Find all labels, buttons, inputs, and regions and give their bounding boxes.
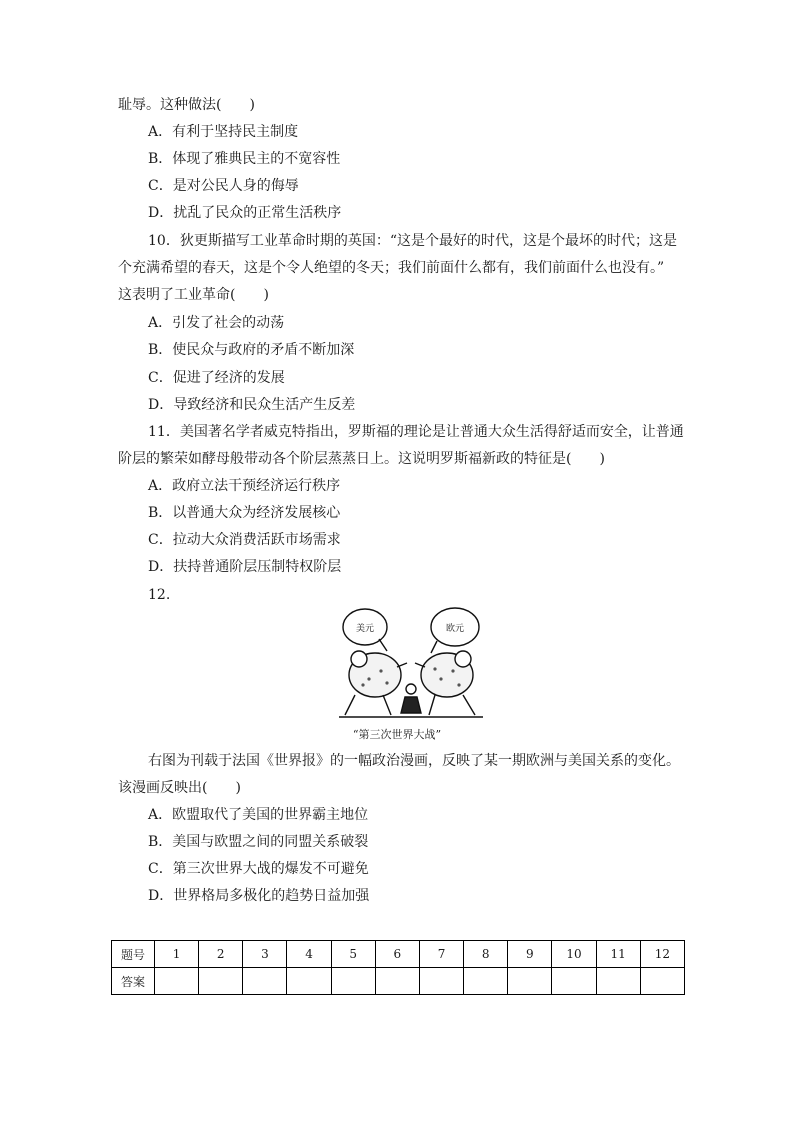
- left-bag-label: 美元: [355, 624, 375, 634]
- q9-stem-tail: 耻辱。这种做法( ): [118, 97, 255, 113]
- answer-cell[interactable]: [640, 968, 684, 995]
- answer-table-number-row: [112, 941, 685, 968]
- bag-tie-right: [431, 641, 437, 653]
- q11-option-d: D．扶持普通阶层压制特权阶层: [148, 559, 342, 575]
- q12-number: 12.: [148, 587, 171, 603]
- answer-cell[interactable]: [331, 968, 375, 995]
- q9-option-b: B．体现了雅典民主的不宽容性: [148, 151, 341, 167]
- question-number-cell: 2: [199, 941, 243, 968]
- q10-option-b: B．使民众与政府的矛盾不断加深: [148, 342, 355, 358]
- answer-cell[interactable]: [508, 968, 552, 995]
- answer-cell[interactable]: [287, 968, 331, 995]
- q11-stem-line-2: 阶层的繁荣如酵母般带动各个阶层蒸蒸日上。这说明罗斯福新政的特征是( ): [118, 451, 605, 467]
- question-number-cell: 1: [155, 941, 199, 968]
- answer-cell[interactable]: [155, 968, 199, 995]
- small-figure-head: [406, 684, 416, 694]
- question-number-cell: 4: [287, 941, 331, 968]
- answer-table: [111, 940, 685, 995]
- q12-option-b: B．美国与欧盟之间的同盟关系破裂: [148, 834, 369, 850]
- answer-cell[interactable]: [419, 968, 463, 995]
- q9-option-d: D．扰乱了民众的正常生活秩序: [148, 205, 342, 221]
- left-fighter-legs: [345, 695, 391, 715]
- q11-option-a: A．政府立法干预经济运行秩序: [148, 478, 341, 494]
- question-number-cell: 3: [243, 941, 287, 968]
- q11-option-c: C．拉动大众消费活跃市场需求: [148, 532, 341, 548]
- q12-stem-line-2: 该漫画反映出( ): [118, 780, 241, 796]
- q10-option-a: A．引发了社会的动荡: [148, 315, 285, 331]
- answer-cell[interactable]: [375, 968, 419, 995]
- political-cartoon: [335, 605, 487, 723]
- q11-option-b: B．以普通大众为经济发展核心: [148, 505, 341, 521]
- answer-cell[interactable]: [464, 968, 508, 995]
- question-number-cell: 11: [596, 941, 640, 968]
- number-row-label: 题号: [112, 941, 155, 968]
- question-number-cell: 5: [331, 941, 375, 968]
- q10-option-d: D．导致经济和民众生活产生反差: [148, 397, 356, 413]
- q10-stem-line-2: 个充满希望的春天，这是个令人绝望的冬天；我们前面什么都有，我们前面什么也没有。”: [118, 260, 665, 276]
- answer-row-label: 答案: [112, 968, 155, 995]
- question-number-cell: 8: [464, 941, 508, 968]
- q10-stem-line-1: 10．狄更斯描写工业革命时期的英国：“这是个最好的时代，这是个最坏的时代；这是: [148, 233, 677, 249]
- right-bag-label: 欧元: [445, 624, 465, 634]
- q10-stem-line-3: 这表明了工业革命( ): [118, 287, 269, 303]
- right-fighter-head: [455, 651, 471, 667]
- answer-cell[interactable]: [552, 968, 596, 995]
- answer-table-answer-row: [112, 968, 685, 995]
- question-number-cell: 9: [508, 941, 552, 968]
- q11-stem-line-1: 11．美国著名学者威克特指出，罗斯福的理论是让普通大众生活得舒适而安全，让普通: [148, 424, 684, 440]
- q12-stem-line-1: 右图为刊载于法国《世界报》的一幅政治漫画，反映了某一期欧洲与美国关系的变化。: [148, 753, 680, 769]
- cartoon-caption: “第三次世界大战”: [352, 728, 442, 741]
- q12-option-a: A．欧盟取代了美国的世界霸主地位: [148, 807, 369, 823]
- q12-option-d: D．世界格局多极化的趋势日益加强: [148, 888, 370, 904]
- bag-tie-left: [379, 639, 387, 651]
- question-number-cell: 12: [640, 941, 684, 968]
- q9-option-a: A．有利于坚持民主制度: [148, 124, 299, 140]
- left-fighter-head: [351, 651, 367, 667]
- q12-option-c: C．第三次世界大战的爆发不可避免: [148, 861, 369, 877]
- q10-option-c: C．促进了经济的发展: [148, 370, 285, 386]
- question-number-cell: 10: [552, 941, 596, 968]
- question-number-cell: 6: [375, 941, 419, 968]
- right-fighter-legs: [429, 695, 475, 715]
- answer-cell[interactable]: [596, 968, 640, 995]
- question-number-cell: 7: [419, 941, 463, 968]
- answer-cell[interactable]: [243, 968, 287, 995]
- q9-option-c: C．是对公民人身的侮辱: [148, 178, 299, 194]
- answer-cell[interactable]: [199, 968, 243, 995]
- small-figure-body: [401, 697, 421, 713]
